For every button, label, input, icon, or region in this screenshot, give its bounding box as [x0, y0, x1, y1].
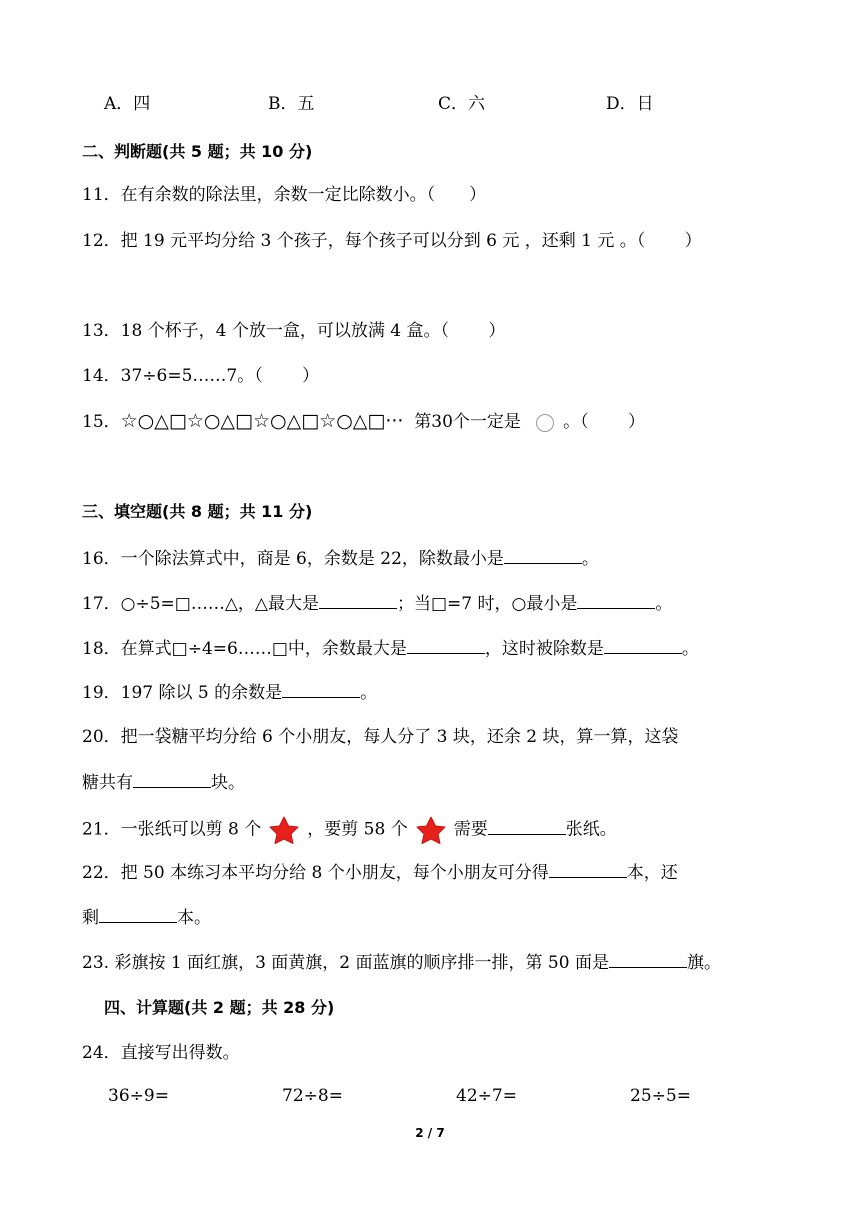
answer-blank[interactable] [604, 636, 682, 654]
page-number: 2 / 7 [415, 1126, 445, 1140]
option-b: B．五 [268, 94, 315, 114]
answer-blank[interactable] [319, 591, 397, 609]
question-14: 14．37÷6=5……7。（ ） [82, 366, 320, 386]
section-fill-heading: 三、填空题(共 8 题；共 11 分) [82, 502, 313, 521]
shape-sequence: ☆○△□☆○△□☆○△□☆○△□··· [120, 410, 404, 432]
answer-blank[interactable] [488, 817, 566, 835]
section-judgement-heading: 二、判断题(共 5 题；共 10 分) [82, 142, 313, 161]
answer-blank[interactable] [504, 546, 582, 564]
answer-blank[interactable] [99, 905, 177, 923]
question-15-end: 。（ ） [563, 412, 646, 432]
question-22-line-1: 22．把 50 本练习本平均分给 8 个小朋友，每个小朋友可分得 本，还 [82, 860, 678, 885]
question-24: 24．直接写出得数。 [82, 1043, 240, 1063]
option-d: D．日 [606, 94, 654, 114]
calc-item-3: 42÷7= [456, 1086, 517, 1106]
question-20-line-1: 20．把一袋糖平均分给 6 个小朋友，每人分了 3 块，还余 2 块，算一算，这袋 [82, 727, 679, 747]
question-15-text: 第30个一定是 [414, 412, 521, 432]
question-13: 13．18 个杯子，4 个放一盒，可以放满 4 盒。（ ） [82, 321, 506, 341]
answer-blank[interactable] [577, 591, 655, 609]
question-21: 21．一张纸可以剪 8 个 ，要剪 58 个 需要 张纸。 [82, 815, 617, 845]
answer-blank[interactable] [282, 680, 360, 698]
answer-blank[interactable] [549, 860, 627, 878]
section-calc-heading: 四、计算题(共 2 题；共 28 分) [104, 998, 335, 1017]
question-15-number: 15． [82, 412, 121, 432]
question-20-line-2: 糖共有 块。 [82, 770, 245, 795]
circle-icon [536, 414, 554, 432]
question-12: 12．把 19 元平均分给 3 个孩子，每个孩子可以分到 6 元 ，还剩 1 元 。（ ） [82, 231, 702, 251]
question-11: 11．在有余数的除法里，余数一定比除数小。（ ） [82, 185, 487, 205]
option-c: C．六 [438, 94, 486, 114]
question-16: 16．一个除法算式中，商是 6，余数是 22，除数最小是 。 [82, 546, 599, 571]
option-a: A．四 [104, 94, 151, 114]
question-22-line-2: 剩 本。 [82, 905, 211, 930]
question-19: 19．197 除以 5 的余数是 。 [82, 680, 377, 705]
answer-blank[interactable] [609, 950, 687, 968]
calc-item-1: 36÷9= [108, 1086, 169, 1106]
calc-item-4: 25÷5= [630, 1086, 691, 1106]
question-23: 23. 彩旗按 1 面红旗，3 面黄旗，2 面蓝旗的顺序排一排，第 50 面是 旗。 [82, 950, 721, 975]
question-15 [82, 409, 645, 434]
answer-blank[interactable] [407, 636, 485, 654]
calc-item-2: 72÷8= [282, 1086, 343, 1106]
answer-blank[interactable] [133, 770, 211, 788]
red-star-icon [414, 815, 448, 845]
red-star-icon [267, 815, 301, 845]
question-17: 17．○÷5=□……△，△最大是 ；当□=7 时，○最小是 。 [82, 591, 672, 616]
question-18: 18．在算式□÷4=6……□中，余数最大是 ，这时被除数是 。 [82, 636, 699, 661]
